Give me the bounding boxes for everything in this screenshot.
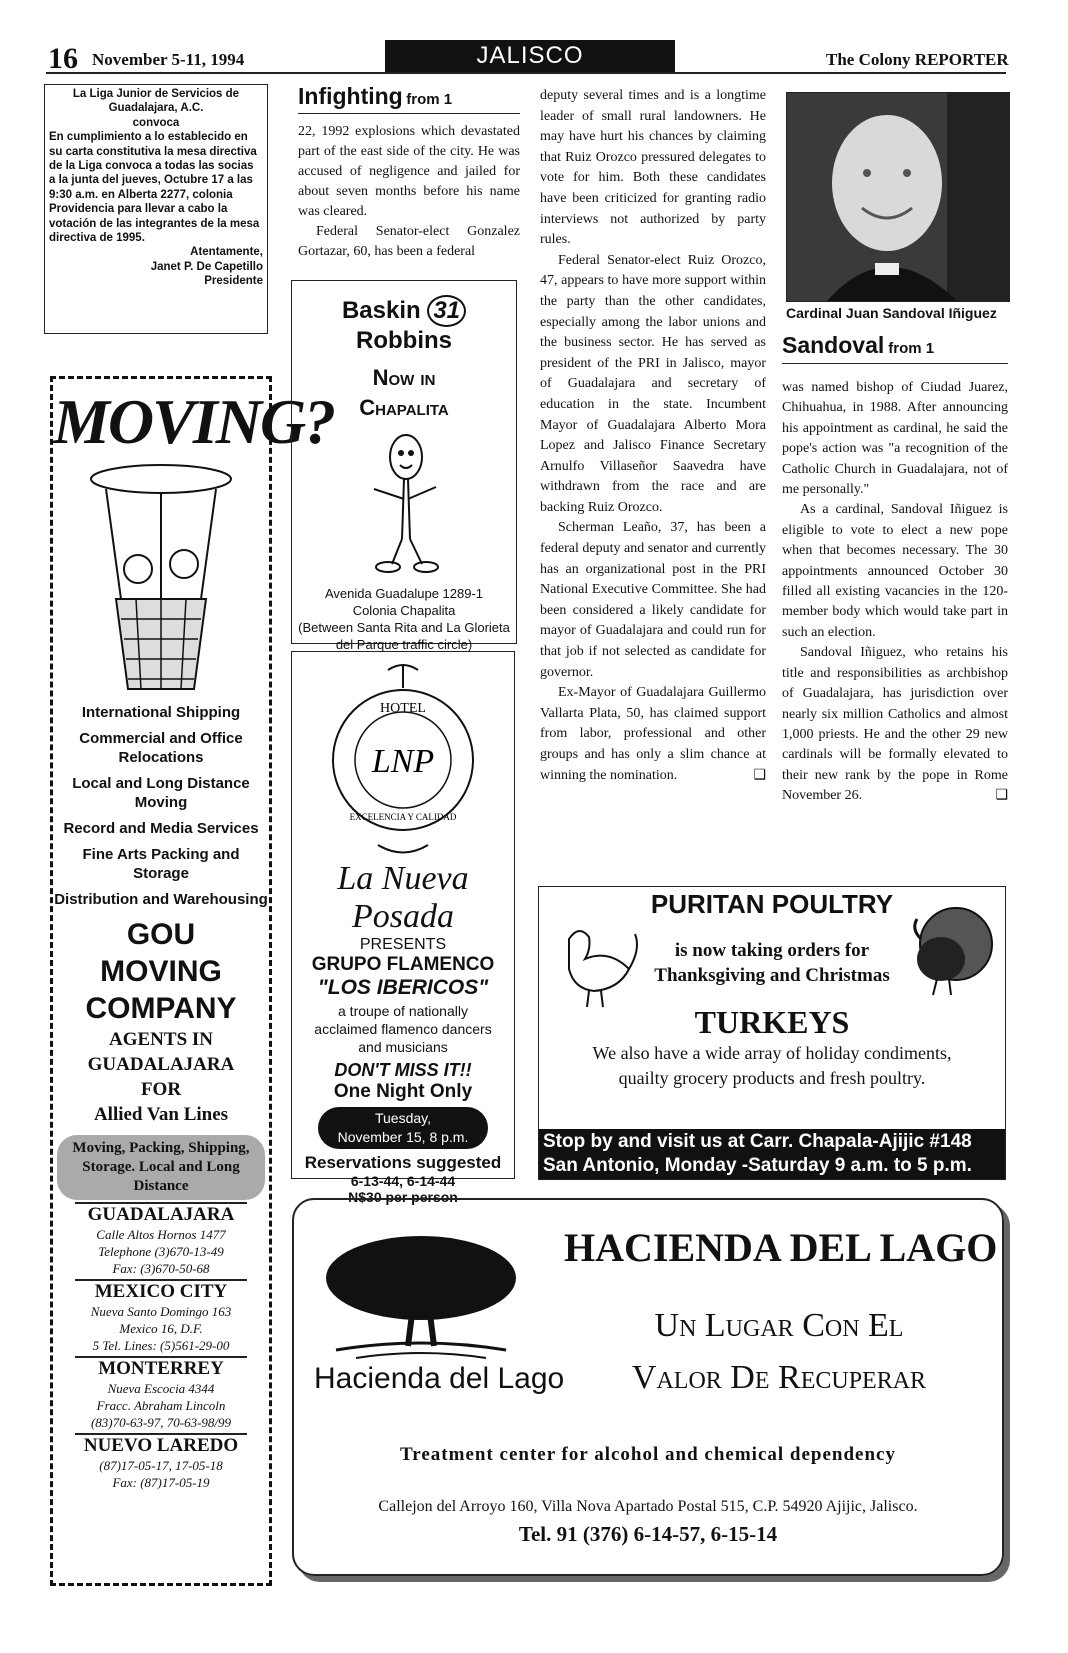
company-name-3: COMPANY <box>85 992 237 1025</box>
sandoval-p1: was named bishop of Ciudad Juarez, Chihuahua, in 1988. After announcing his appointment as cardinal, he said the pope's action was "a recognition of the Catholic Church in Guadalajara, not of me personally." <box>782 380 1008 498</box>
moving-service: Distribution and Warehousing <box>54 891 268 908</box>
puritan-address-bar <box>539 1129 1005 1179</box>
moving-service: Local and Long Distance Moving <box>72 775 250 811</box>
office-city: MEXICO CITY <box>75 1279 247 1303</box>
end-mark: ❑ <box>995 788 1008 804</box>
puritan-also-2: quailty grocery products and fresh poultry. <box>618 1068 926 1088</box>
office-line: Nueva Santo Domingo 163 <box>90 1304 232 1319</box>
infighting-col3-p1: deputy several times and is a longtime leader of small rural landowners. He may have hurt his chances by claiming that Ruiz Orozco pressured delegates to vote for him. Both these candidates have been criticized for granting radio interviews not authorized by party rules. <box>540 88 766 248</box>
baskin-sub2: Chapalita <box>359 395 449 420</box>
seal-hotel-text: HOTEL <box>380 701 426 716</box>
infighting-p2: Federal Senator-elect Gonzalez Gortazar, 60, has been a federal <box>298 224 520 259</box>
hacienda-tagline-1: Un Lugar Con El <box>654 1307 904 1344</box>
posada-desc: a troupe of nationally acclaimed flamenco dancers and musicians <box>314 1003 492 1055</box>
posada-name: La Nueva Posada <box>337 860 469 935</box>
hacienda-telephone: Tel. 91 (376) 6-14-57, 6-15-14 <box>518 1522 778 1546</box>
hacienda-treatment: Treatment center for alcohol and chemical dependency <box>400 1444 896 1465</box>
infighting-headline: Infighting <box>298 83 403 109</box>
puritan-title: PURITAN POULTRY <box>650 889 894 919</box>
photo-caption: Cardinal Juan Sandoval Iñiguez <box>786 305 997 321</box>
office-line: Telephone (3)670-13-49 <box>98 1244 224 1259</box>
baskin-sub1: Now in <box>372 365 436 390</box>
office-line: (83)70-63-97, 70-63-98/99 <box>90 1415 232 1430</box>
posada-group1: GRUPO FLAMENCO <box>311 954 495 975</box>
puritan-turkeys: TURKEYS <box>694 1004 850 1040</box>
baskin-address-1: Avenida Guadalupe 1289-1 <box>324 586 484 601</box>
moving-service: Record and Media Services <box>63 820 259 837</box>
office-line: Fracc. Abraham Lincoln <box>96 1398 226 1413</box>
sandoval-p3 <box>782 643 1008 806</box>
liga-line1: La Liga Junior de Servicios de Guadalajara, A.C. <box>72 88 240 115</box>
infighting-col3-p4 <box>540 683 766 786</box>
hacienda-tagline <box>584 1300 974 1404</box>
agents-line: AGENTS IN <box>109 1029 213 1050</box>
puritan-taking-1: is now taking orders for <box>674 940 870 961</box>
liga-title: Presidente <box>204 275 263 288</box>
baskin-31-logo: 31 <box>427 295 466 327</box>
sandoval-jump: from 1 <box>888 340 935 357</box>
hacienda-del-lago-ad <box>292 1198 1004 1576</box>
baskin-robbins-ad <box>291 280 517 652</box>
sandoval-headline: Sandoval <box>782 332 885 358</box>
infighting-p1: 22, 1992 explosions which devastated part of the east side of the city. He was accused of negligence and jailed for about seven months before his name was cleared. <box>298 124 520 219</box>
moving-headline: MOVING? <box>53 386 335 457</box>
baskin-address-2: Colonia Chapalita <box>352 603 456 618</box>
posada-one-night: One Night Only <box>333 1081 473 1102</box>
sandoval-p3-text: Sandoval Iñiguez, who retains his title and responsibilities as archbishop of Guadalajara, has jurisdiction over nearly six million Catholics and almost 1,000 priests. He and the other 29 new cardinals will be formally elevated to their new rank by the pope in Rome November 26. <box>782 645 1008 804</box>
office-city: NUEVO LAREDO <box>75 1433 247 1457</box>
moving-service: Fine Arts Packing and Storage <box>82 846 240 882</box>
office-line: (87)17-05-17, 17-05-18 <box>99 1458 223 1473</box>
moving-ad <box>50 376 335 1586</box>
tree-logo <box>316 1228 526 1368</box>
services-pill: Moving, Packing, Shipping, Storage. Local and Long Distance <box>57 1135 265 1200</box>
liga-line2: convoca <box>132 116 180 129</box>
cardinal-photo <box>786 92 1010 302</box>
agents-line: Allied Van Lines <box>93 1104 229 1125</box>
balloon-basket-illustration <box>76 459 246 699</box>
infighting-col3-p4-text: Ex-Mayor of Guadalajara Guillermo Vallarta Plata, 50, has claimed support from labor, professional and other groups and has only a slim chance at winning the nomination. <box>540 685 766 783</box>
posada-reservations: Reservations suggested <box>304 1153 502 1172</box>
company-name-2: MOVING <box>100 955 222 988</box>
seal-monogram: LNP <box>371 743 435 780</box>
puritan-taking-2: Thanksgiving and Christmas <box>654 965 890 986</box>
liga-notice <box>44 84 268 334</box>
hacienda-tagline-2: Valor De Recuperar <box>631 1359 927 1396</box>
end-mark: ❑ <box>753 767 766 783</box>
posada-price: N$30 per person <box>348 1189 458 1205</box>
hacienda-address: Callejon del Arroyo 160, Villa Nova Apartado Postal 515, C.P. 54920 Ajijic, Jalisco. <box>378 1498 918 1515</box>
puritan-poultry-ad <box>538 886 1006 1180</box>
sandoval-head <box>782 332 1008 364</box>
hacienda-logo-text: Hacienda del Lago <box>314 1362 565 1395</box>
issue-date: November 5-11, 1994 <box>92 50 245 69</box>
posada-phones: 6-13-44, 6-14-44 <box>350 1173 456 1189</box>
ice-cream-spoon-mascot <box>344 429 464 579</box>
cardinal-portrait <box>787 93 1009 301</box>
posada-date2: November 15, 8 p.m. <box>337 1129 469 1145</box>
agents-line: GUADALAJARA <box>87 1054 235 1075</box>
office-line: Fax: (87)17-05-19 <box>112 1475 210 1490</box>
liga-closing: Atentamente, <box>190 246 263 259</box>
office-line: Calle Altos Hornos 1477 <box>96 1227 226 1242</box>
baskin-brand-left: Baskin <box>341 297 421 324</box>
baskin-address-3: (Between Santa Rita and La Glorieta del Parque traffic circle) <box>298 620 510 652</box>
liga-body: En cumplimiento a lo establecido en su carta constitutiva la mesa directiva de la Liga convoca a todas las socias a la junta del jueves, Octubre 17 a las 9:30 a.m. en Alberta 2277, colonia Providencia para llevar a cabo la votación de las integrantes de la mesa directiva de 1995. <box>49 131 260 245</box>
office-line: Nueva Escocia 4344 <box>107 1381 215 1396</box>
puritan-bar-line2: San Antonio, Monday -Saturday 9 a.m. to 5 p.m. <box>543 1155 972 1176</box>
hacienda-title: HACIENDA DEL LAGO <box>564 1225 998 1270</box>
posada-date1: Tuesday, <box>374 1110 432 1126</box>
infighting-continued <box>540 86 766 786</box>
posada-date-pill <box>318 1107 488 1149</box>
office-line: Fax: (3)670-50-68 <box>112 1261 210 1276</box>
header-rule <box>46 72 1006 74</box>
seal-excelencia-text: EXCELENCIA Y CALIDAD <box>349 812 457 822</box>
infighting-jump: from 1 <box>406 91 453 108</box>
posada-group2: "LOS IBERICOS" <box>317 976 489 999</box>
office-city: MONTERREY <box>75 1356 247 1380</box>
office-city: GUADALAJARA <box>75 1202 247 1226</box>
posada-dont-miss: DON'T MISS IT!! <box>334 1060 472 1080</box>
sandoval-article <box>782 378 1008 807</box>
rooster-icon <box>549 919 645 1009</box>
moving-service: International Shipping <box>81 704 241 721</box>
liga-signer: Janet P. De Capetillo <box>150 260 263 273</box>
infighting-col3-p2: Federal Senator-elect Ruiz Orozco, 47, appears to have more support within the party than the other candidates, especially among the labor unions and the business sector. He has served as president of the PRI in Jalisco, mayor of Guadalajara and secretary of education in the state. Incumbent Mayor of Guadalajara Alberto Mora Lopez and Jalisco Finance Secretary Arnulfo Villaseñor Saavedra have withdrawn from the race and are backing Ruiz Orozco. <box>540 252 766 515</box>
puritan-bar-line1: Stop by and visit us at Carr. Chapala-Ajijic #148 <box>543 1131 972 1152</box>
baskin-brand-right: Robbins <box>356 327 452 354</box>
office-line: 5 Tel. Lines: (5)561-29-00 <box>92 1338 230 1353</box>
puritan-also-1: We also have a wide array of holiday condiments, <box>592 1043 952 1063</box>
office-line: Mexico 16, D.F. <box>119 1321 203 1336</box>
posada-presents: PRESENTS <box>359 936 447 953</box>
turkey-icon <box>901 899 997 999</box>
nueva-posada-ad <box>291 651 515 1205</box>
infighting-article <box>298 83 520 262</box>
agents-line: FOR <box>140 1079 182 1100</box>
company-name-1: GOU <box>126 918 196 951</box>
infighting-col3-p3: Scherman Leaño, 37, has been a federal deputy and senator and currently has an organizational post in the PRI National Executive Committee. She had been considered a likely candidate for mayor of Guadalajara and could run for that job if not selected as candidate for governor. <box>540 520 766 680</box>
hotel-seal-logo <box>318 660 488 860</box>
section-title: JALISCO <box>385 40 675 72</box>
moving-service: Commercial and Office Relocations <box>79 730 243 766</box>
paper-name: The Colony REPORTER <box>826 50 1009 69</box>
page-number: 16 <box>48 42 78 75</box>
sandoval-p2: As a cardinal, Sandoval Iñiguez is eligible to vote to elect a new pope when that becomes necessary. The 30 appointments announced October 30 filled all existing vacancies in the 120-member body which would take part in such an election. <box>782 502 1008 640</box>
